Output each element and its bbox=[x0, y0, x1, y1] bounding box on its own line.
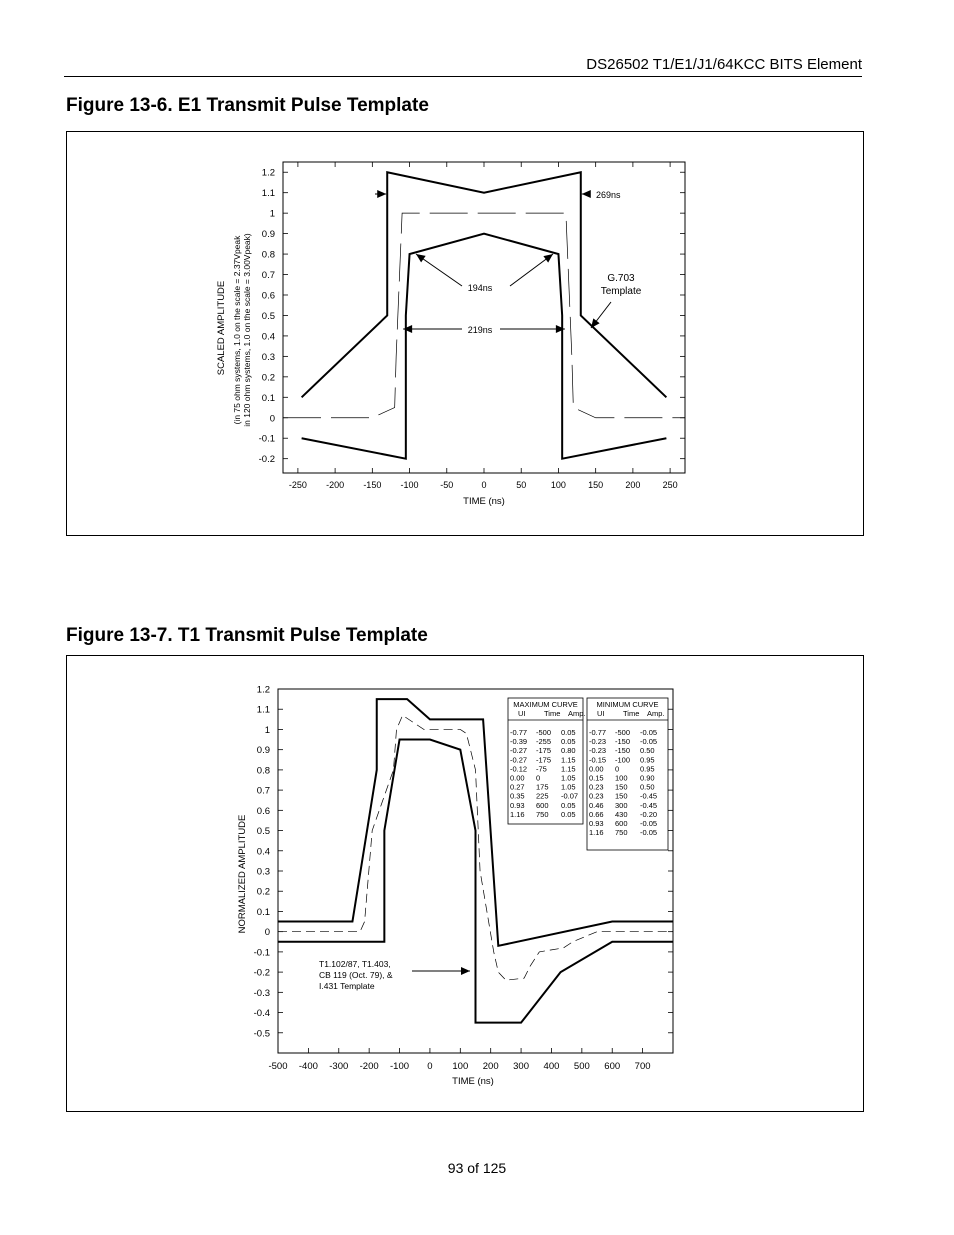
e1-label-219ns: 219ns bbox=[467, 325, 493, 335]
t1-y-tick-label: 0.9 bbox=[256, 745, 270, 757]
e1-x-tick-label: 200 bbox=[625, 480, 641, 490]
t1-min-table-cell: 0.50 bbox=[640, 782, 655, 792]
t1-y-tick-label: -0.4 bbox=[253, 1008, 270, 1020]
t1-min-table-cell: 0.90 bbox=[640, 773, 655, 783]
t1-x-tick-label: -500 bbox=[268, 1061, 288, 1072]
e1-y-tick-label: 0 bbox=[269, 413, 275, 425]
t1-max-table-cell: 0.93 bbox=[510, 800, 525, 810]
t1-max-table-cell: 1.05 bbox=[561, 782, 576, 792]
t1-x-tick-label: 400 bbox=[543, 1061, 560, 1072]
t1-min-table-cell: -0.23 bbox=[589, 737, 607, 747]
e1-x-tick-label: 50 bbox=[516, 480, 527, 490]
t1-max-table-cell: 0.05 bbox=[561, 728, 576, 737]
t1-x-tick-label: -100 bbox=[390, 1061, 410, 1072]
t1-max-table-cell: 0.05 bbox=[561, 800, 576, 810]
t1-min-table-cell: 0 bbox=[615, 764, 620, 774]
t1-y-tick-label: 0.4 bbox=[256, 846, 270, 858]
t1-min-table-cell: 600 bbox=[615, 819, 628, 828]
t1-annotation-line: I.431 Template bbox=[319, 981, 375, 991]
t1-y-tick-label: 0.6 bbox=[256, 805, 270, 817]
e1-y-tick-label: 0.6 bbox=[261, 290, 275, 302]
t1-min-table-cell: 750 bbox=[615, 828, 628, 838]
t1-min-table-cell: -0.45 bbox=[640, 791, 658, 801]
t1-max-table-cell: 600 bbox=[536, 800, 549, 810]
e1-y-tick-label: 1.1 bbox=[261, 188, 275, 200]
t1-max-table-cell: 0.00 bbox=[510, 773, 525, 783]
t1-annotation-arrow-head bbox=[461, 967, 470, 975]
t1-max-table-cell: -0.39 bbox=[510, 737, 528, 747]
t1-x-tick-label: -300 bbox=[329, 1061, 349, 1072]
t1-max-table-cell: 0.35 bbox=[510, 791, 525, 801]
t1-min-table-cell: 0.95 bbox=[640, 755, 655, 765]
e1-x-tick-label: 0 bbox=[481, 480, 487, 490]
e1-x-tick-label: -100 bbox=[400, 480, 419, 490]
e1-label-194ns: 194ns bbox=[467, 283, 493, 293]
t1-max-table-title: MAXIMUM CURVE bbox=[513, 700, 578, 709]
t1-min-table-cell: -0.20 bbox=[640, 809, 658, 819]
e1-x-axis-label: TIME (ns) bbox=[463, 496, 505, 507]
e1-label-269ns: 269ns bbox=[596, 190, 621, 200]
e1-y-tick-label: 1 bbox=[269, 208, 275, 220]
t1-x-tick-label: -200 bbox=[359, 1061, 379, 1072]
t1-min-table-cell: 0.00 bbox=[589, 764, 604, 774]
e1-y-tick-label: 0.9 bbox=[261, 229, 275, 241]
e1-x-tick-label: 100 bbox=[550, 480, 566, 490]
t1-x-tick-label: 100 bbox=[452, 1061, 469, 1072]
t1-min-table-cell: 0.93 bbox=[589, 819, 604, 828]
e1-x-tick-label: 150 bbox=[588, 480, 604, 490]
e1-y-axis-label: SCALED AMPLITUDE bbox=[216, 280, 227, 376]
e1-y-tick-label: -0.2 bbox=[258, 454, 275, 466]
t1-min-table-cell: -0.23 bbox=[589, 746, 607, 756]
t1-min-table-cell: -0.77 bbox=[589, 728, 607, 737]
t1-max-table-header: Amp. bbox=[568, 709, 586, 718]
page-number: 93 of 125 bbox=[447, 1160, 507, 1176]
t1-min-table-cell: -0.45 bbox=[640, 800, 658, 810]
t1-min-table-cell: -0.05 bbox=[640, 828, 658, 838]
t1-min-table-cell: 100 bbox=[615, 773, 628, 783]
t1-max-table-cell: -0.12 bbox=[510, 764, 528, 774]
t1-max-table-cell: 1.05 bbox=[561, 773, 576, 783]
t1-min-table-cell: 0.15 bbox=[589, 773, 604, 783]
t1-min-table-cell: 1.16 bbox=[589, 828, 604, 838]
t1-x-tick-label: 0 bbox=[427, 1061, 433, 1072]
t1-max-table-cell: 225 bbox=[536, 791, 549, 801]
e1-y-tick-label: 1.2 bbox=[261, 167, 275, 179]
t1-min-table-cell: -150 bbox=[615, 737, 631, 747]
figure-13-7-title: Figure 13-7. T1 Transmit Pulse Template bbox=[66, 625, 428, 646]
t1-min-table-cell: 150 bbox=[615, 782, 628, 792]
figure-13-6-title: Figure 13-6. E1 Transmit Pulse Template bbox=[66, 95, 429, 116]
t1-x-tick-label: 700 bbox=[634, 1061, 651, 1072]
t1-max-table-cell: -175 bbox=[536, 746, 552, 756]
t1-min-table-cell: 300 bbox=[615, 800, 628, 810]
t1-y-tick-label: -0.5 bbox=[253, 1028, 270, 1040]
t1-max-table-cell: -0.27 bbox=[510, 746, 528, 756]
e1-label-template: Template bbox=[600, 286, 642, 297]
t1-x-tick-label: 600 bbox=[604, 1061, 621, 1072]
e1-y-axis-note1: (in 75 ohm systems, 1.0 on the scale = 2.37Vpeak bbox=[232, 235, 242, 425]
t1-max-table-header: UI bbox=[518, 709, 526, 718]
t1-min-table-cell: 0.23 bbox=[589, 782, 604, 792]
t1-max-table-cell: 0.80 bbox=[561, 746, 576, 756]
t1-min-table-header: Amp. bbox=[647, 709, 665, 718]
t1-x-axis-label: TIME (ns) bbox=[452, 1076, 494, 1087]
t1-min-table-cell: -150 bbox=[615, 746, 631, 756]
t1-min-table-header: UI bbox=[597, 709, 605, 718]
t1-min-table-cell: -0.05 bbox=[640, 819, 658, 828]
t1-min-table-cell: -0.05 bbox=[640, 737, 658, 747]
t1-max-table-cell: 750 bbox=[536, 809, 549, 819]
e1-x-tick-label: -200 bbox=[326, 480, 345, 490]
t1-y-tick-label: -0.2 bbox=[253, 967, 270, 979]
t1-y-tick-label: -0.1 bbox=[253, 947, 270, 959]
e1-y-tick-label: 0.2 bbox=[261, 372, 275, 384]
t1-max-table-cell: 1.15 bbox=[561, 755, 576, 765]
e1-y-tick-label: 0.8 bbox=[261, 249, 275, 261]
e1-y-tick-label: 0.4 bbox=[261, 331, 275, 343]
t1-min-table-cell: -500 bbox=[615, 728, 631, 737]
t1-min-table-cell: 0.50 bbox=[640, 746, 655, 756]
t1-min-table-cell: 0.95 bbox=[640, 764, 655, 774]
t1-max-table-cell: -0.77 bbox=[510, 728, 528, 737]
e1-x-tick-label: -150 bbox=[363, 480, 382, 490]
e1-y-tick-label: 0.7 bbox=[261, 270, 275, 282]
e1-x-tick-label: 250 bbox=[662, 480, 678, 490]
e1-label-g703: G.703 bbox=[607, 273, 635, 284]
t1-y-tick-label: 1 bbox=[264, 724, 270, 736]
t1-min-table-cell: -100 bbox=[615, 755, 631, 765]
e1-y-tick-label: 0.5 bbox=[261, 310, 275, 322]
t1-annotation-line: CB 119 (Oct. 79), & bbox=[319, 970, 393, 980]
t1-x-tick-label: 200 bbox=[482, 1061, 499, 1072]
e1-x-tick-label: -50 bbox=[440, 480, 454, 490]
t1-max-table-cell: 1.15 bbox=[561, 764, 576, 774]
t1-max-table-cell: 0.05 bbox=[561, 809, 576, 819]
t1-min-table-cell: 0.23 bbox=[589, 791, 604, 801]
t1-max-table-cell: -75 bbox=[536, 764, 547, 774]
t1-x-tick-label: -400 bbox=[298, 1061, 318, 1072]
t1-min-table-cell: -0.15 bbox=[589, 755, 607, 765]
t1-y-tick-label: 0.5 bbox=[256, 826, 270, 838]
t1-y-tick-label: 0.8 bbox=[256, 765, 270, 777]
document-title: DS26502 T1/E1/J1/64KCC BITS Element bbox=[586, 56, 862, 73]
t1-y-tick-label: 1.1 bbox=[256, 704, 270, 716]
t1-min-table-cell: 430 bbox=[615, 809, 628, 819]
t1-max-table-cell: -0.27 bbox=[510, 755, 528, 765]
t1-min-table-cell: 150 bbox=[615, 791, 628, 801]
t1-y-tick-label: 0 bbox=[264, 927, 270, 939]
t1-y-axis-label: NORMALIZED AMPLITUDE bbox=[237, 814, 248, 934]
t1-y-tick-label: 0.7 bbox=[256, 785, 270, 797]
t1-min-table-header: Time bbox=[623, 709, 640, 718]
e1-y-tick-label: 0.1 bbox=[261, 392, 275, 404]
e1-y-axis-note2: in 120 ohm systems, 1.0 on the scale = 3.00Vpeak) bbox=[242, 233, 252, 427]
t1-max-table-cell: -500 bbox=[536, 728, 552, 737]
t1-x-tick-label: 300 bbox=[513, 1061, 530, 1072]
t1-y-tick-label: 0.2 bbox=[256, 886, 270, 898]
e1-y-tick-label: -0.1 bbox=[258, 433, 275, 445]
e1-y-tick-label: 0.3 bbox=[261, 351, 275, 363]
t1-max-table-cell: 175 bbox=[536, 782, 549, 792]
t1-annotation-line: T1.102/87, T1.403, bbox=[319, 959, 391, 969]
t1-y-tick-label: 1.2 bbox=[256, 684, 270, 696]
t1-min-table-cell: 0.46 bbox=[589, 800, 604, 810]
e1-x-tick-label: -250 bbox=[288, 480, 307, 490]
t1-min-table-cell: -0.05 bbox=[640, 728, 658, 737]
t1-max-table-header: Time bbox=[544, 709, 561, 718]
t1-max-table-cell: 0.27 bbox=[510, 782, 525, 792]
t1-max-table-cell: 1.16 bbox=[510, 809, 525, 819]
t1-x-tick-label: 500 bbox=[573, 1061, 590, 1072]
t1-max-table-cell: 0 bbox=[536, 773, 541, 783]
t1-y-tick-label: 0.1 bbox=[256, 906, 270, 918]
t1-y-tick-label: -0.3 bbox=[253, 987, 270, 999]
t1-y-tick-label: 0.3 bbox=[256, 866, 270, 878]
t1-min-table-cell: 0.66 bbox=[589, 809, 604, 819]
t1-max-table-cell: -175 bbox=[536, 755, 552, 765]
t1-min-table-title: MINIMUM CURVE bbox=[596, 700, 659, 709]
t1-max-table-cell: -0.07 bbox=[561, 791, 579, 801]
t1-max-table-cell: -255 bbox=[536, 737, 552, 747]
t1-max-table-cell: 0.05 bbox=[561, 737, 576, 747]
